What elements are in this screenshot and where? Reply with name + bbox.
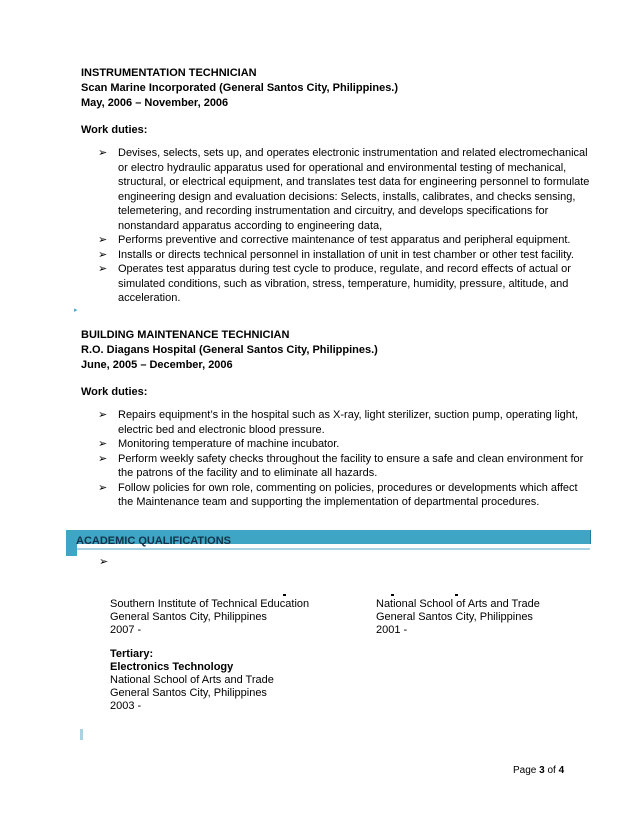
education-entry-nsat-secondary: [376, 598, 540, 637]
school-name: Southern Institute of Technical Education: [110, 598, 310, 610]
duty-text: Repairs equipment’s in the hospital such as X-ray, light sterilizer, suction pump, operating light, electric bed and electronic blood pressure.: [118, 409, 578, 436]
page-total: 4: [558, 765, 565, 776]
section-header-edge: [590, 530, 591, 544]
duty-text: Devises, selects, sets up, and operates electronic instrumentation and related electromechanical or electro hydraulic apparatus used for operational and environmental testing of mechanical, structural, or electrical equipment, and translates test data for engineering personnel to formulate engineering design and evaluation decisions: Selects, installs, calibrates, and checks sensing, telemetering, and recording instrumentation and circuitry, and develops specifications for nonstandard apparatus according to engineering data,: [118, 147, 590, 232]
job-employer: Scan Marine Incorporated (General Santos City, Philippines.): [81, 82, 399, 94]
school-year: 2007 -: [110, 624, 142, 636]
page-current: 3: [539, 765, 545, 776]
arrow-bullet-icon: ➢: [98, 452, 108, 465]
duty-text: Operates test apparatus during test cycle to produce, regulate, and record effects of actual or simulated conditions, such as vibration, stress, temperature, humidity, pressure, altitude, and acceleration.: [118, 263, 571, 304]
duty-text: Installs or directs technical personnel in installation of unit in test chamber or other test facility.: [118, 248, 574, 261]
duties-list: [81, 408, 591, 510]
school-location: General Santos City, Philippines: [110, 611, 267, 623]
duty-item: [81, 437, 591, 452]
course-name: Electronics Technology: [110, 661, 234, 673]
text-remnant-mark: [391, 594, 394, 596]
job-title: BUILDING MAINTENANCE TECHNICIAN: [81, 329, 290, 341]
school-name: National School of Arts and Trade: [110, 674, 274, 686]
education-entry-southern-institute: [110, 598, 309, 637]
text-remnant-mark: [455, 594, 458, 596]
arrow-bullet-icon: ➢: [98, 248, 108, 261]
duty-item: [81, 481, 591, 510]
section-header-rule: [66, 548, 590, 550]
job-building-maintenance-technician: [81, 328, 591, 510]
school-year: 2001 -: [376, 624, 408, 636]
school-location: General Santos City, Philippines: [376, 611, 533, 623]
work-duties-label: Work duties:: [81, 386, 148, 398]
duties-list: [81, 146, 591, 306]
work-duties-label: Work duties:: [81, 124, 148, 136]
page-of: of: [544, 765, 559, 776]
duty-item: [81, 452, 591, 481]
text-remnant-mark: [283, 594, 286, 596]
job-employer: R.O. Diagans Hospital (General Santos City, Philippines.): [81, 344, 378, 356]
arrow-bullet-icon: ➢: [98, 147, 108, 159]
margin-marker: [80, 729, 83, 740]
arrow-bullet-icon: ➢: [99, 556, 109, 568]
arrow-bullet-icon: ➢: [98, 263, 108, 275]
education-level: Tertiary:: [110, 648, 154, 660]
arrow-bullet-icon: ➢: [98, 234, 108, 246]
school-name: National School of Arts and Trade: [376, 598, 540, 610]
duty-item: [81, 146, 591, 233]
duty-item: [81, 248, 591, 263]
arrow-bullet-icon: ➢: [98, 481, 108, 494]
duty-text: Perform weekly safety checks throughout the facility to ensure a safe and clean environment for the patrons of the facility and to eliminate all hazards.: [118, 452, 584, 479]
job-instrumentation-technician: [81, 66, 591, 306]
duty-text: Follow policies for own role, commenting on policies, procedures or developments which affect the Maintenance team and supporting the implementation of departmental procedures.: [118, 481, 578, 508]
job-title: INSTRUMENTATION TECHNICIAN: [81, 67, 257, 79]
small-triangle-marker-icon: ▸: [74, 307, 78, 314]
school-year: 2003 -: [110, 700, 142, 712]
education-entry-tertiary: [110, 648, 274, 713]
job-dates: May, 2006 – November, 2006: [81, 97, 229, 109]
duty-item: [81, 233, 591, 248]
page-number: [513, 765, 564, 776]
job-dates: June, 2005 – December, 2006: [81, 359, 233, 371]
section-title-academic: ACADEMIC QUALIFICATIONS: [76, 535, 232, 547]
duty-text: Monitoring temperature of machine incubator.: [118, 438, 340, 450]
arrow-bullet-icon: ➢: [98, 409, 108, 421]
school-location: General Santos City, Philippines: [110, 687, 267, 699]
arrow-bullet-icon: ➢: [98, 438, 108, 450]
duty-item: [81, 262, 591, 306]
duty-text: Performs preventive and corrective maintenance of test apparatus and peripheral equipment.: [118, 234, 571, 246]
page-prefix: Page: [513, 765, 540, 776]
duty-item: [81, 408, 591, 437]
